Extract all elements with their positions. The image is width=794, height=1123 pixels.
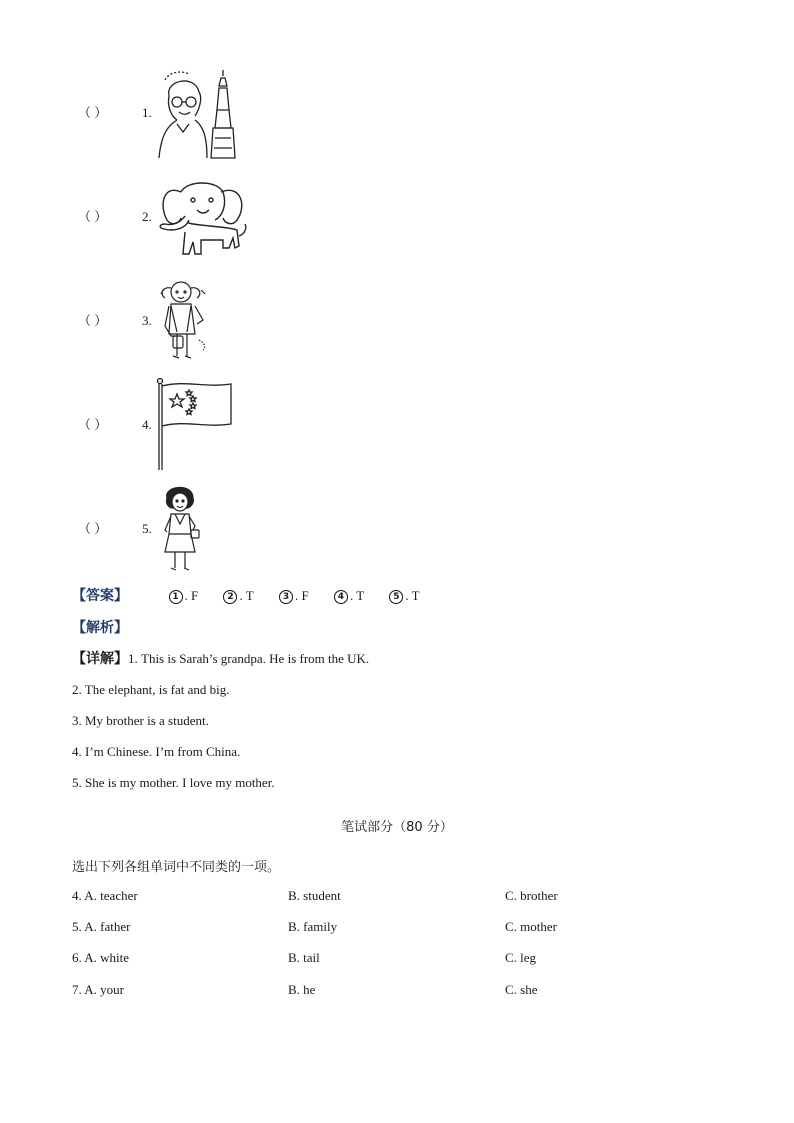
detail-label: 【详解】 xyxy=(72,651,128,667)
circled-number: 5 xyxy=(389,590,403,604)
answer-item xyxy=(223,587,253,605)
answer-label: 【答案】 xyxy=(72,588,128,604)
choice-question-4 xyxy=(72,888,732,906)
question-row-4 xyxy=(78,415,152,435)
answer-value: . F xyxy=(184,588,199,603)
analysis-line-5: 5. She is my mother. I love my mother. xyxy=(72,775,275,790)
answer-value: . T xyxy=(349,588,365,603)
analysis-line-4: 4. I’m Chinese. I’m from China. xyxy=(72,744,241,759)
analysis-line-1 xyxy=(72,650,369,668)
circled-number: 4 xyxy=(334,590,348,604)
answer-blank[interactable]: （ ） xyxy=(78,521,108,536)
section-instruction: 选出下列各组单词中不同类的一项。 xyxy=(72,860,281,875)
option-c[interactable]: C. she xyxy=(505,982,538,997)
question-row-1 xyxy=(78,103,152,123)
answer-value: . F xyxy=(294,588,309,603)
answer-item xyxy=(389,587,419,605)
choice-question-5 xyxy=(72,919,732,937)
option-c[interactable]: C. mother xyxy=(505,919,557,934)
analysis-line-2: 2. The elephant, is fat and big. xyxy=(72,682,230,697)
question-number: 1. xyxy=(142,105,152,120)
choice-question-6 xyxy=(72,950,732,968)
answer-line xyxy=(72,587,442,605)
option-c[interactable]: C. leg xyxy=(505,950,537,965)
answer-item xyxy=(334,587,364,605)
option-a[interactable]: 7. A. your xyxy=(72,982,124,997)
answer-blank[interactable]: （ ） xyxy=(78,105,108,120)
answer-blank[interactable]: （ ） xyxy=(78,417,108,432)
answer-value: . T xyxy=(239,588,254,603)
answer-blank[interactable]: （ ） xyxy=(78,313,108,328)
circled-number: 3 xyxy=(279,590,293,604)
question-number: 3. xyxy=(142,313,152,328)
analysis-line-3: 3. My brother is a student. xyxy=(72,713,209,728)
elephant-image xyxy=(157,176,249,260)
question-row-2 xyxy=(78,207,152,227)
circled-number: 2 xyxy=(223,590,237,604)
question-number: 2. xyxy=(142,209,152,224)
answer-value: . T xyxy=(405,588,420,603)
china-flag-image xyxy=(155,376,237,472)
grandpa-and-statue-of-liberty-image xyxy=(155,66,245,160)
section-title: 笔试部分（80 分） xyxy=(341,820,453,835)
option-a[interactable]: 6. A. white xyxy=(72,950,130,965)
question-row-3 xyxy=(78,311,152,331)
girl-student-image xyxy=(157,276,211,364)
analysis-label: 【解析】 xyxy=(72,620,128,636)
option-a[interactable]: 4. A. teacher xyxy=(72,888,138,903)
option-b[interactable]: B. student xyxy=(288,888,341,903)
option-b[interactable]: B. he xyxy=(288,982,316,997)
analysis-heading xyxy=(72,619,128,637)
question-number: 4. xyxy=(142,417,152,432)
option-b[interactable]: B. tail xyxy=(288,950,320,965)
question-number: 5. xyxy=(142,521,152,536)
choice-question-7 xyxy=(72,982,732,1000)
option-a[interactable]: 5. A. father xyxy=(72,919,131,934)
answer-item xyxy=(169,587,199,605)
mother-image xyxy=(159,484,203,572)
question-row-5 xyxy=(78,519,152,539)
answer-item xyxy=(279,587,309,605)
option-b[interactable]: B. family xyxy=(288,919,338,934)
circled-number: 1 xyxy=(169,590,183,604)
answer-blank[interactable]: （ ） xyxy=(78,209,108,224)
analysis-text: 1. This is Sarah’s grandpa. He is from the UK. xyxy=(128,651,370,666)
option-c[interactable]: C. brother xyxy=(505,888,558,903)
